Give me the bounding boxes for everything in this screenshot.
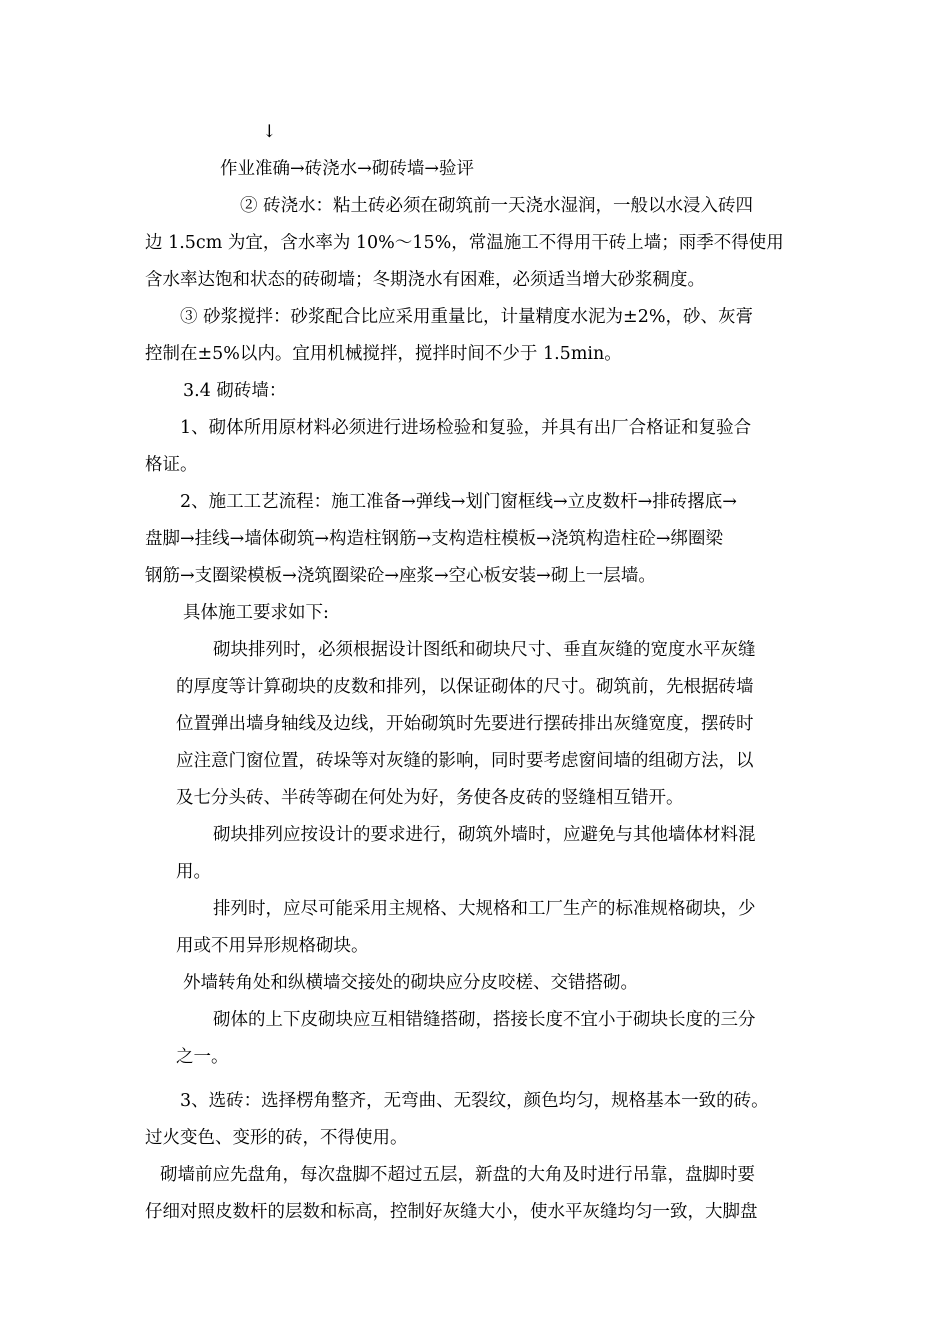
text-line: 应注意门窗位置，砖垛等对灰缝的影响，同时要考虑窗间墙的组砌方法，以 — [176, 751, 754, 771]
text-line: 含水率达饱和状态的砖砌墙；冬期浇水有困难，必须适当增大砂浆稠度。 — [145, 270, 705, 290]
text-line: 盘脚→挂线→墙体砌筑→构造柱钢筋→支构造柱模板→浇筑构造柱砼→绑圈梁 — [145, 529, 723, 549]
text-line: 砌墙前应先盘角，每次盘脚不超过五层，新盘的大角及时进行吊靠，盘脚时要 — [160, 1165, 755, 1185]
text-line: 作业准确→砖浇水→砌砖墙→验评 — [220, 159, 474, 179]
text-line: 钢筋→支圈梁模板→浇筑圈梁砼→座浆→空心板安装→砌上一层墙。 — [145, 566, 656, 586]
text-line: 2、施工工艺流程：施工准备→弹线→划门窗框线→立皮数杆→排砖撂底→ — [180, 492, 737, 512]
text-line: 用。 — [176, 862, 211, 882]
text-line: 砌块排列时，必须根据设计图纸和砌块尺寸、垂直灰缝的宽度水平灰缝 — [213, 640, 756, 660]
text-line: 外墙转角处和纵横墙交接处的砌块应分皮咬槎、交错搭砌。 — [183, 973, 638, 993]
text-line: 位置弹出墙身轴线及边线，开始砌筑时先要进行摆砖排出灰缝宽度，摆砖时 — [176, 714, 754, 734]
section-heading: 3.4 砌砖墙： — [183, 381, 287, 401]
text-line: 及七分头砖、半砖等砌在何处为好，务使各皮砖的竖缝相互错开。 — [176, 788, 684, 808]
text-line: 具体施工要求如下: — [183, 603, 329, 623]
text-line: 之一。 — [176, 1047, 229, 1067]
text-line: ③ 砂浆搅拌：砂浆配合比应采用重量比，计量精度水泥为±2%，砂、灰膏 — [180, 307, 753, 327]
text-line: 用或不用异形规格砌块。 — [176, 936, 369, 956]
flow-arrow-down: ↓ — [262, 122, 277, 142]
text-line: 1、砌体所用原材料必须进行进场检验和复验，并具有出厂合格证和复验合 — [180, 418, 752, 438]
text-line: 砌块排列应按设计的要求进行，砌筑外墙时，应避免与其他墙体材料混 — [213, 825, 756, 845]
text-line: 砌体的上下皮砌块应互相错缝搭砌，搭接长度不宜小于砌块长度的三分 — [213, 1010, 756, 1030]
text-line: 过火变色、变形的砖，不得使用。 — [145, 1128, 408, 1148]
text-line: 3、选砖：选择楞角整齐，无弯曲、无裂纹，颜色均匀，规格基本一致的砖。 — [180, 1091, 769, 1111]
text-line: 格证。 — [145, 455, 198, 475]
text-line: 仔细对照皮数杆的层数和标高，控制好灰缝大小，使水平灰缝均匀一致，大脚盘 — [145, 1202, 758, 1222]
text-line: 排列时，应尽可能采用主规格、大规格和工厂生产的标准规格砌块，少 — [213, 899, 756, 919]
text-line: 控制在±5%以内。宜用机械搅拌，搅拌时间不少于 1.5min。 — [145, 344, 622, 364]
text-line: ② 砖浇水：粘土砖必须在砌筑前一天浇水湿润，一般以水浸入砖四 — [240, 196, 754, 216]
text-line: 的厚度等计算砌块的皮数和排列，以保证砌体的尺寸。砌筑前，先根据砖墙 — [176, 677, 754, 697]
text-line: 边 1.5cm 为宜，含水率为 10%～15%，常温施工不得用干砖上墙；雨季不得使用 — [145, 233, 784, 253]
